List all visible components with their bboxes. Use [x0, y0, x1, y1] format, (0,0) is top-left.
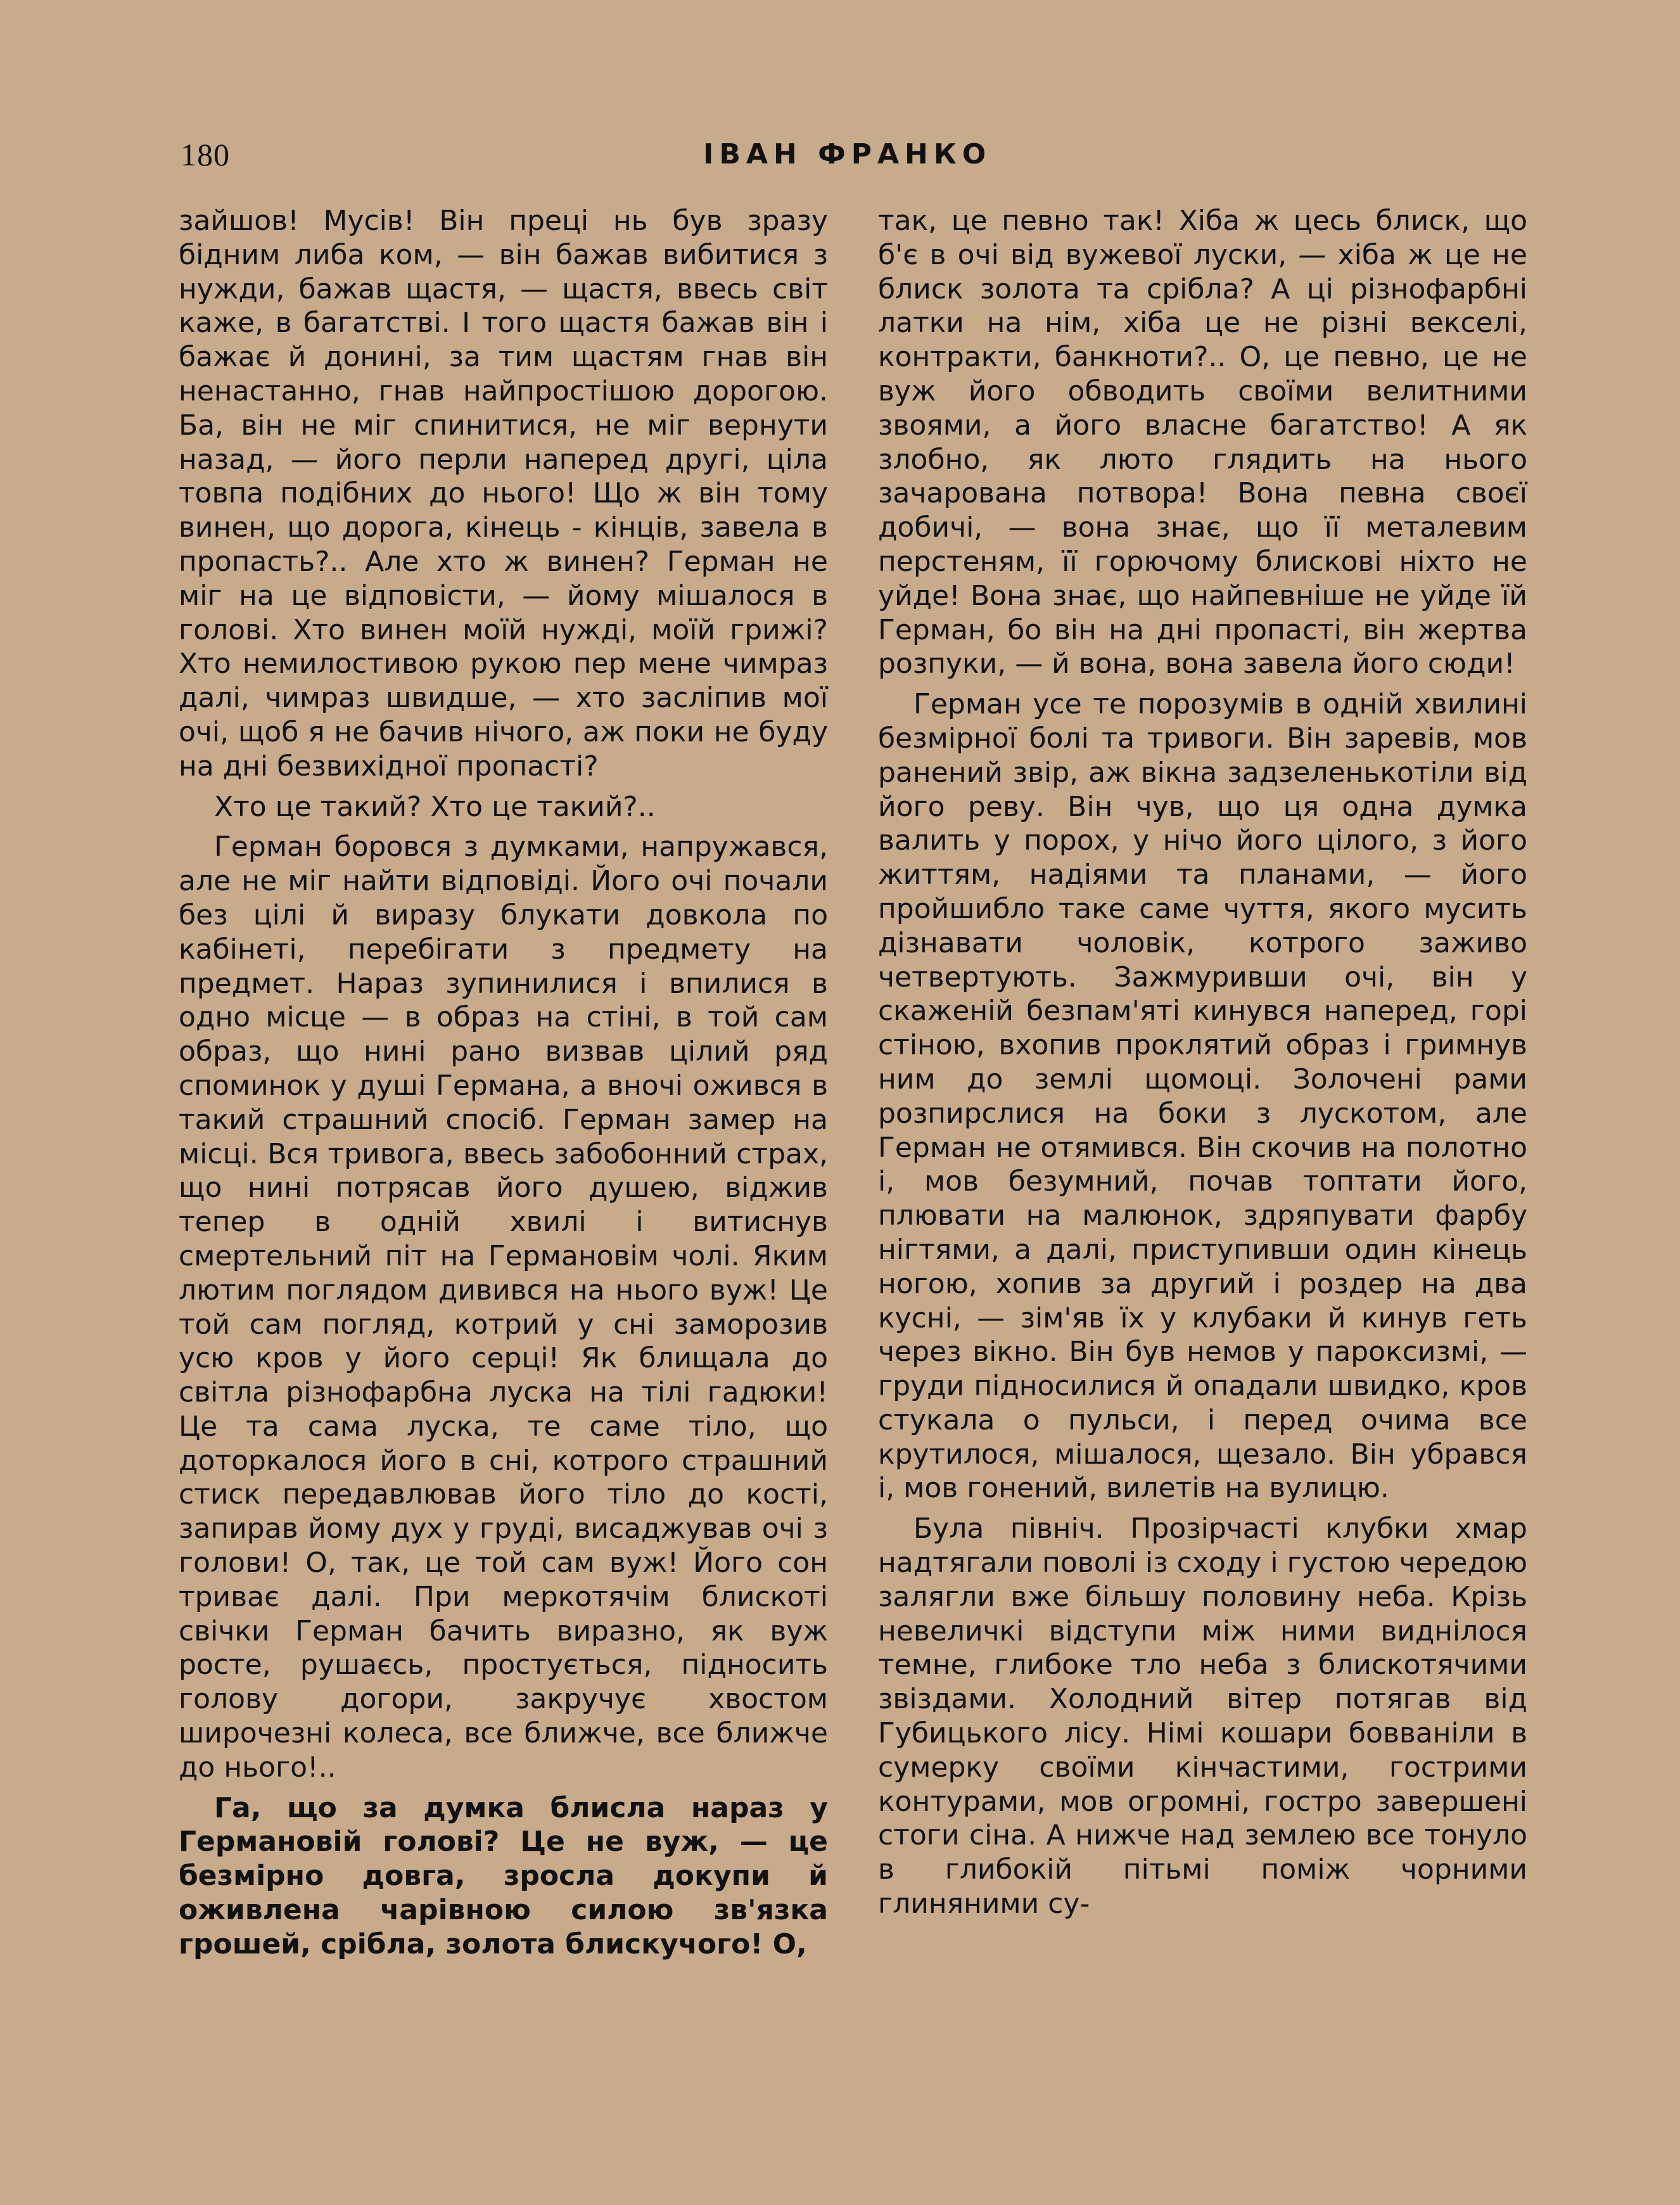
- left-paragraph-3: Герман боровся з думками, напружався, але не міг найти відповіді. Його очі почали без цілі й виразу блукати довкола по кабінеті, перебігати з предмету на предмет. Нараз зупинилися і впилися в одно місце — в образ на стіні, в той сам образ, що нині рано визвав цілий ряд споминок у душі Германа, а вночі ожився в такий страшний спосіб. Герман замер на місці. Вся тривога, ввесь забобонний страх, що нині потрясав його душею, віджив тепер в одній хвилі і витиснув смертельний піт на Германовім чолі. Яким лютим поглядом дивився на нього вуж! Це той сам погляд, котрий у сні заморозив усю кров у його серці! Як блищала до світла різнофарбна луска на тілі гадюки! Це та сама луска, те саме тіло, що доторкалося його в сні, котрого страшний стиск передавлював його тіло до кості, запирав йому дух у груді, висаджував очі з голови! О, так, це той сам вуж! Його сон триває далі. При меркотячім блискоті свічки Герман бачить виразно, як вуж росте, рушаєсь, простується, підносить голову догори, закручує хвостом широчезні колеса, все ближче, все ближче до нього!..: [179, 831, 828, 1784]
- page-number: 180: [181, 137, 230, 172]
- right-paragraph-3: Була північ. Прозірчасті клубки хмар надтягали поволі із сходу і густою чередою залягли вже більшу половину неба. Крізь невеличкі відступи між ними виднілося темне, глибоке тло неба з блискотячими звіздами. Холодний вітер потягав від Губицького лісу. Німі кошари бовваніли в сумерку своїми кінчастими, гострими контурами, мов огромні, гостро завершені стоги сіна. А нижче над землею все тонуло в глибокій пітьмі поміж чорними глиняними су-: [878, 1512, 1527, 1921]
- left-paragraph-4: Га, що за думка блисла нараз у Германовій голові? Це не вуж, — це безмірно довга, зросла докупи й оживлена чарівною силою зв'язка грошей, срібла, золота блискучого! О,: [179, 1791, 828, 1960]
- left-paragraph-2: Хто це такий? Хто це такий?..: [214, 790, 656, 823]
- left-column: [179, 204, 828, 1968]
- right-paragraph-1: так, це певно так! Хіба ж цесь блиск, що б'є в очі від вужевої луски, — хіба ж це не блиск золота та срібла? А ці різнофарбні латки на нім, хіба це не різні векселі, контракти, банкноти?.. О, це певно, це не вуж його обводить своїми велитними звоями, а його власне багатство! А як злобно, як люто глядить на нього зачарована потвора! Вона певна своєї добичі, — вона знає, що її металевим перстеням, її горючому блискові ніхто не уйде! Вона знає, що найпевніше не уйде їй Герман, бо він на дні пропасті, він жертва розпуки, — й вона, вона завела його сюди!: [878, 205, 1527, 681]
- right-column: [878, 204, 1527, 1927]
- right-paragraph-2: Герман усе те порозумів в одній хвилині безмірної болі та тривоги. Він заревів, мов ранений звір, аж вікна задзеленькотіли від його реву. Він чув, що ця одна думка валить у порох, у нічо його цілого, з його життям, надіями та планами, — його пройшибло таке саме чуття, якого мусить дізнавати чоловік, котрого заживо четвертують. Зажмуривши очі, він у скаженій безпам'яті кинувся наперед, горі стіною, вхопив проклятий образ і гримнув ним до землі щомоці. Золочені рами розпирслися на боки з лускотом, але Герман не отямився. Він скочив на полотно і, мов безумний, почав топтати його, плювати на малюнок, здряпувати фарбу нігтями, а далі, приступивши один кінець ногою, хопив за другий і роздер на два кусні, — зім'яв їх у клубаки й кинув геть через вікно. Він був немов у пароксизмі, — груди підносилися й опадали швидко, кров стукала о пульси, і перед очима все крутилося, мішалося, щезало. Він убрався і, мов гонений, вилетів на вулицю.: [878, 688, 1527, 1505]
- left-paragraph-1: зайшов! Мусів! Він преці нь був зразу бідним либа ком, — він бажав вибитися з нужди, бажав щастя, — щастя, ввесь світ каже, в багатстві. І того щастя бажав він і бажає й донині, за тим щастям гнав він ненастанно, гнав найпростішою дорогою. Ба, він не міг спинитися, не міг вернути назад, — його перли наперед другі, ціла товпа подібних до нього! Що ж він тому винен, що дорога, кінець - кінців, завела в пропасть?.. Але хто ж винен? Герман не міг на це відповісти, — йому мішалося в голові. Хто винен моїй нужді, моїй грижі? Хто немилостивою рукою пер мене чимраз далі, чимраз швидше, — хто засліпив мої очі, щоб я не бачив нічого, аж поки не буду на дні безвихідної пропасті?: [179, 205, 828, 783]
- running-head: ІВАН ФРАНКО: [703, 138, 992, 170]
